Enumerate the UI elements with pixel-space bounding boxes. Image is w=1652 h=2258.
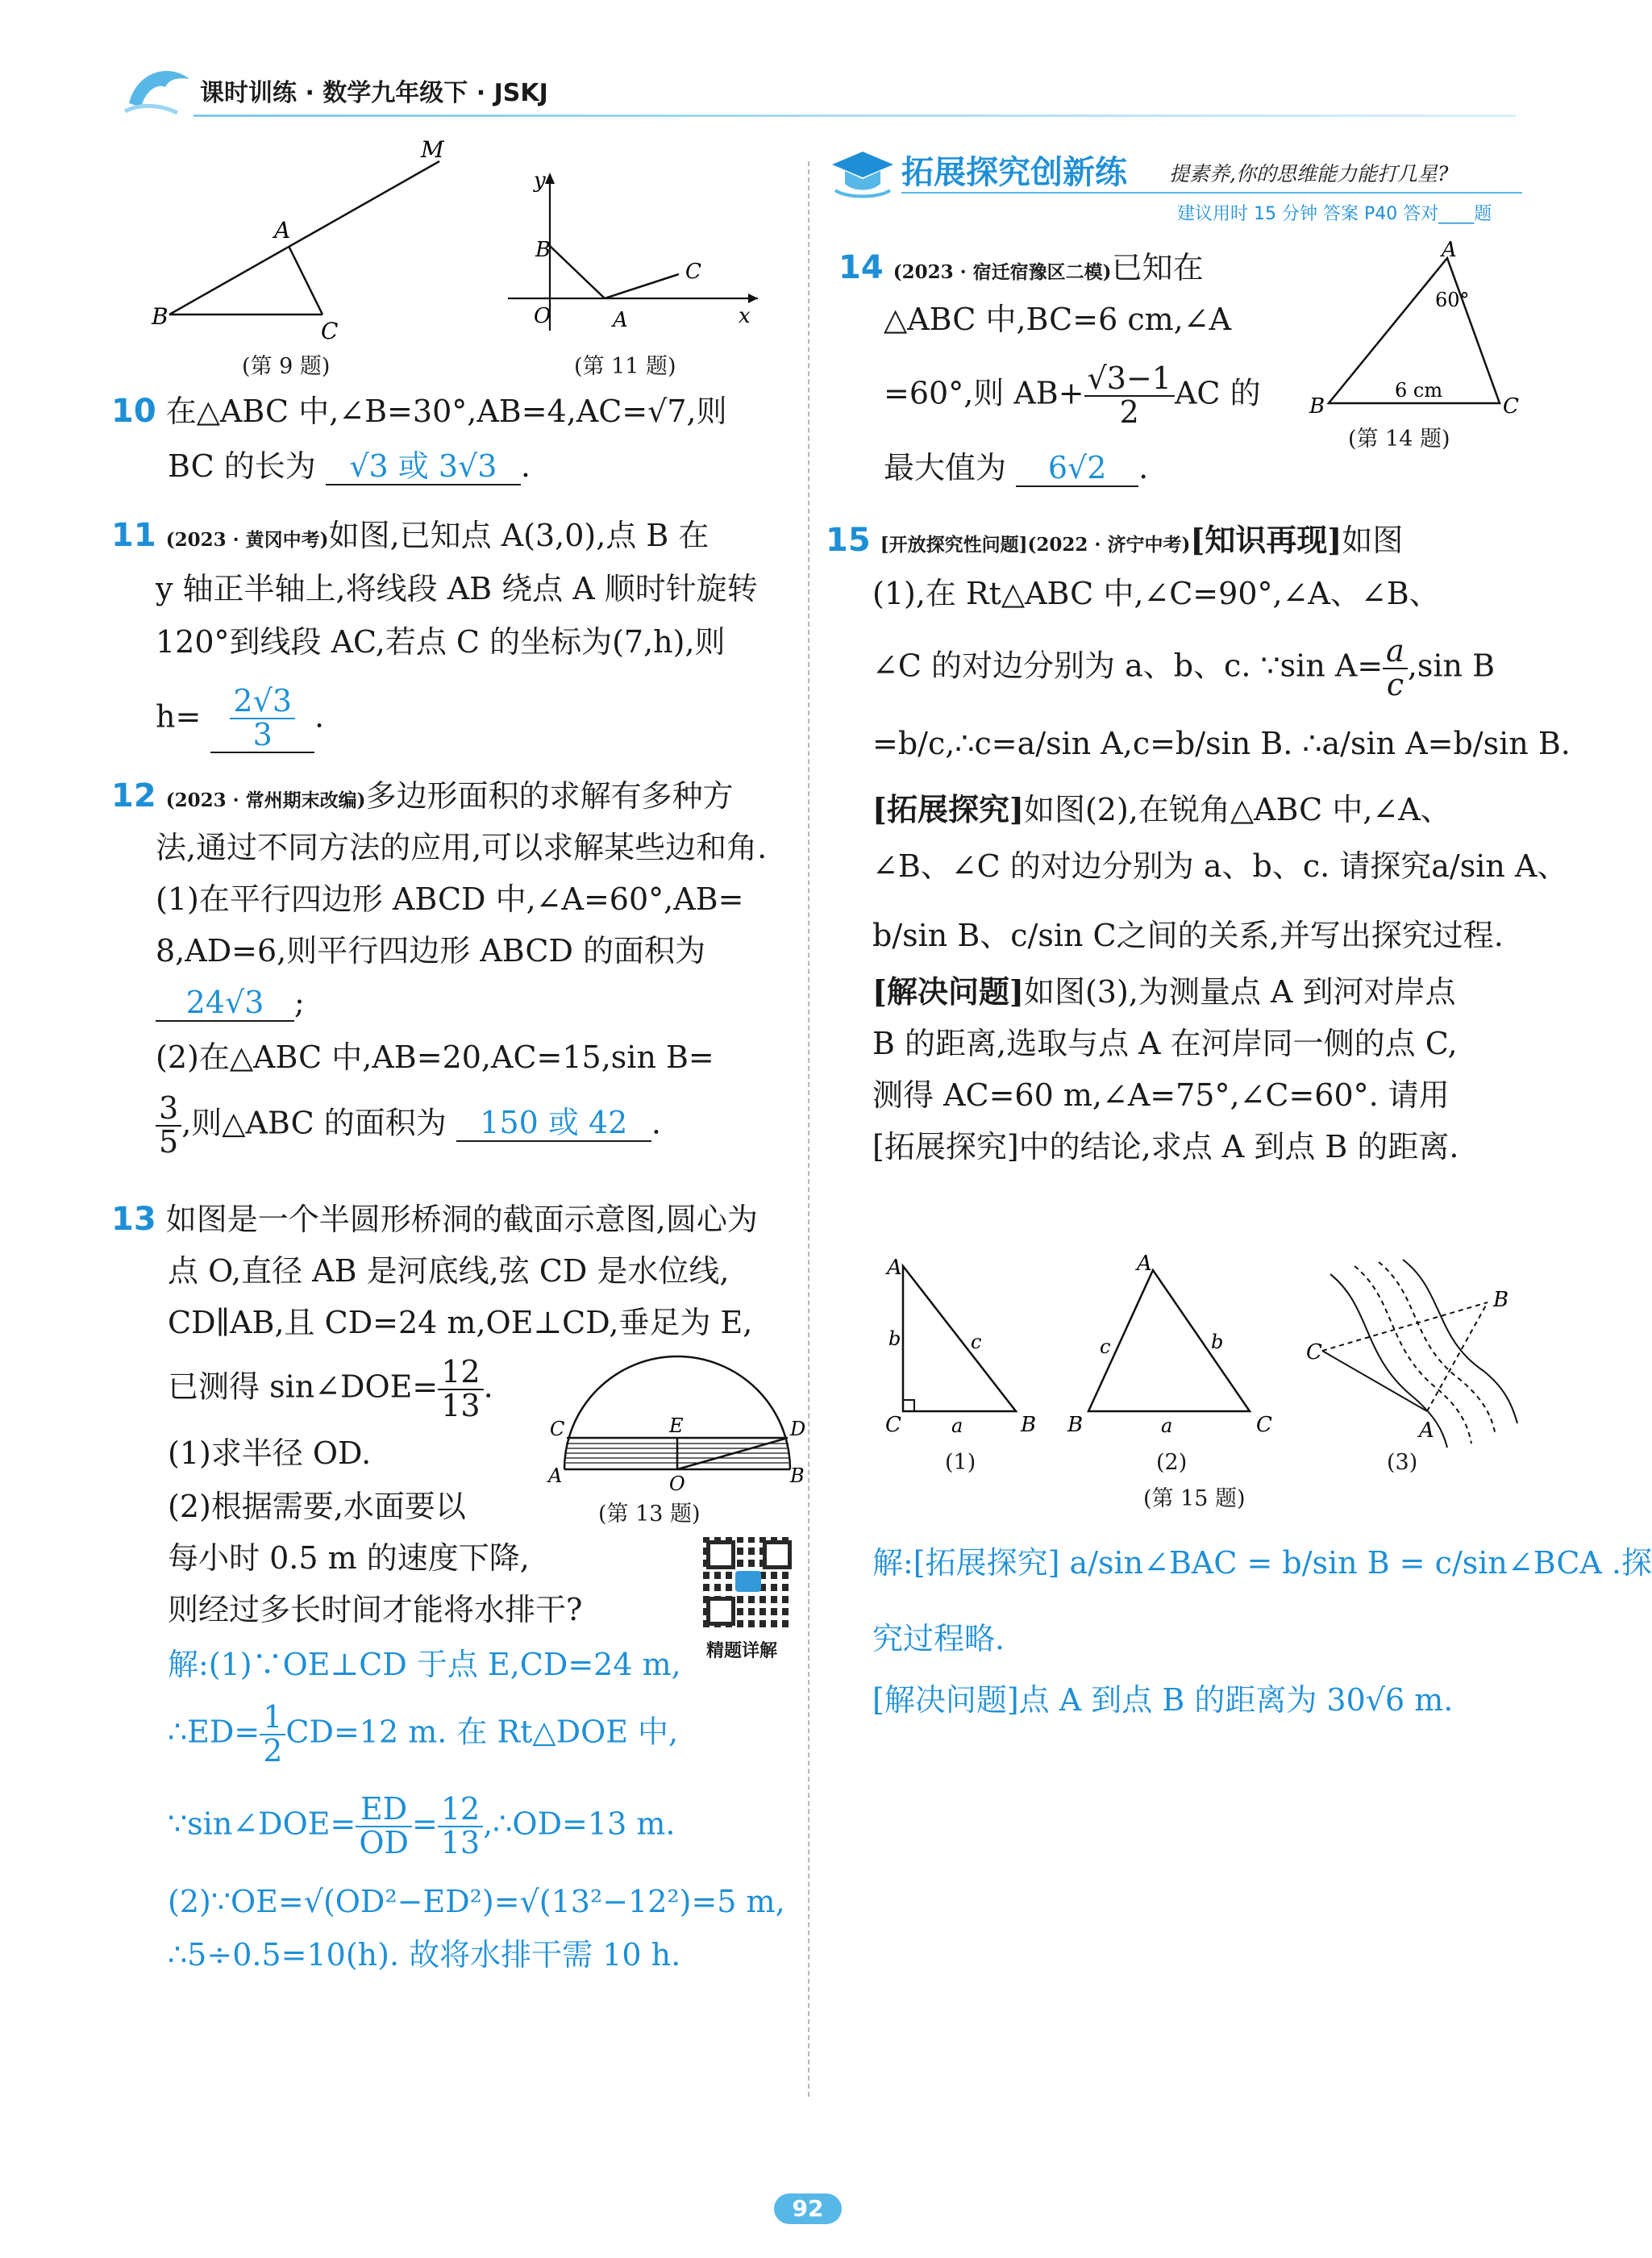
question-text: ∠C 的对边分别为 a、b、c. ∵sin A= [872,648,1384,684]
fraction [260,1699,285,1768]
denominator: 2 [1119,394,1139,430]
figure-q9 [145,137,468,347]
question-number: 12 [111,777,156,814]
svg-text:x: x [739,304,751,328]
svg-text:c: c [971,1331,982,1353]
figure-q13 [548,1355,806,1495]
question-number: 11 [111,517,156,554]
figure-q14 [1306,238,1524,427]
caption-q13: (第 13 题) [598,1502,701,1527]
question-text: CD∥AB,且 CD=24 m,OE⊥CD,垂足为 E, [168,1305,753,1340]
svg-text:B: B [152,303,169,330]
question-source: (2023 · 黄冈中考) [165,529,329,551]
question-source: (2023 · 常州期末改编) [165,789,366,811]
svg-text:C: C [321,318,339,344]
svg-text:C: C [685,260,701,284]
graduation-cap-icon [830,145,895,202]
fraction [438,1793,483,1860]
question-13 [111,1194,805,2000]
fraction [356,1793,412,1860]
question-text: ,则△ABC 的面积为 [181,1105,447,1141]
svg-text:6 cm: 6 cm [1395,379,1443,402]
numerator: 3 [156,1093,181,1127]
solution-line: 解:[拓展探究] a/sin∠BAC = b/sin B = c/sin∠BCA .探 [872,1545,1652,1581]
denominator: 2 [263,1732,283,1768]
question-text: 120°到线段 AC,若点 C 的坐标为(7,h),则 [156,624,726,660]
answer-blank: √3 或 3√3 [326,448,521,485]
question-text: y 轴正半轴上,将线段 AB 绕点 A 顺时针旋转 [156,571,758,606]
play-icon [735,1571,761,1592]
question-10 [111,385,805,498]
caption-q15: (第 15 题) [1143,1486,1246,1511]
question-text: 8,AD=6,则平行四边形 ABCD 的面积为 [156,933,706,969]
header-rule [193,115,1516,117]
question-text: (1)在平行四边形 ABCD 中,∠A=60°,AB= [156,881,744,917]
denominator: 3 [252,716,273,752]
section-slogan: 提素养,你的思维能力能打几星? [1169,162,1449,185]
punct: . [520,448,531,484]
numerator: ED [356,1793,412,1827]
solution-text: ,∴OD=13 m. [483,1806,676,1842]
svg-text:60°: 60° [1435,289,1470,311]
denominator: 13 [440,1824,481,1860]
svg-text:A: A [887,1256,902,1280]
answer-blank: 24√3 [156,985,294,1022]
numerator: 2√3 [230,685,295,719]
caption-q14: (第 14 题) [1348,427,1450,452]
solution-line: [解决问题]点 A 到点 B 的距离为 30√6 m. [872,1682,1454,1718]
svg-text:A: A [274,217,291,244]
svg-text:B: B [1021,1413,1037,1437]
solution-line: ∴5÷0.5=10(h). 故将水排干需 10 h. [168,1937,681,1973]
question-text: 如图,已知点 A(3,0),点 B 在 [328,518,709,553]
svg-text:c: c [1100,1335,1111,1358]
denominator: 5 [159,1123,179,1160]
solution-text: ∴ED= [168,1714,260,1750]
question-text: 如图 [1342,523,1404,558]
svg-text:A: A [1442,238,1457,262]
solution-text: CD=12 m. 在 Rt△DOE 中, [285,1714,679,1750]
svg-text:O: O [534,304,551,328]
numerator: 12 [438,1793,483,1827]
question-14 [838,242,1290,508]
svg-text:a: a [951,1414,963,1437]
question-number: 14 [838,249,884,286]
question-text: BC 的长为 [168,448,316,484]
question-text: B 的距离,选取与点 A 在河岸同一侧的点 C, [872,1026,1458,1061]
figure-q11 [500,161,766,339]
question-text: 每小时 0.5 m 的速度下降, [168,1540,530,1576]
question-tag: [解决问题] [872,973,1024,1010]
question-text: 如图是一个半圆形桥洞的截面示意图,圆心为 [165,1202,758,1237]
question-text: △ABC 中,BC=6 cm,∠A [884,302,1232,337]
fraction [156,1090,181,1160]
numerator: a [1383,635,1408,669]
question-text: AC 的 [1174,375,1261,411]
svg-text:C: C [885,1413,901,1437]
svg-text:a: a [1161,1414,1173,1437]
question-text: (1),在 Rt△ABC 中,∠C=90°,∠A、∠B、 [872,576,1440,611]
question-text: 如图(2),在锐角△ABC 中,∠A、 [1023,792,1451,827]
question-text: =b/c,∴c=a/sin A,c=b/sin B. ∴a/sin A=b/sin B. [872,726,1571,761]
fraction [438,1356,483,1423]
svg-text:C: C [1306,1340,1322,1364]
numerator: √3−1 [1084,363,1175,397]
question-tag: [开放探究性问题] [880,534,1028,556]
question-text: 多边形面积的求解有多种方 [365,778,734,814]
question-text: 则经过多长时间才能将水排干? [168,1592,583,1627]
question-text: 测得 AC=60 m,∠A=75°,∠C=60°. 请用 [872,1077,1450,1113]
denominator: OD [359,1824,409,1860]
question-source: (2022 · 济宁中考) [1027,534,1191,556]
svg-text:B: B [1493,1288,1509,1312]
solution-15 [872,1532,1652,1726]
qr-code[interactable] [703,1537,793,1627]
question-text: b/sin B、c/sin C之间的关系,并写出探究过程. [872,918,1504,953]
question-text: 在△ABC 中,∠B=30°,AB=4,AC=√7,则 [165,394,727,429]
svg-text:A: A [613,308,628,332]
caption-q15-2: (2) [1156,1450,1188,1475]
answer-blank: 6√2 [1016,450,1138,487]
question-text: 法,通过不同方法的应用,可以求解某些边和角. [156,830,768,865]
fraction [1084,360,1175,430]
page-number [774,2193,842,2224]
svg-text:C: C [1256,1413,1272,1437]
figure-q15-3 [1306,1258,1524,1452]
svg-text:b: b [888,1327,901,1350]
question-11 [111,510,805,752]
qr-label: 精题详解 [706,1641,778,1661]
section-meta: 建议用时 15 分钟 答案 P40 答对____题 [1177,204,1492,224]
solution-line: (2)∵OE=√(OD²−ED²)=√(13²−12²)=5 m, [168,1884,785,1919]
question-15 [826,515,1571,1256]
svg-text:B: B [790,1464,805,1487]
svg-text:E: E [669,1414,684,1437]
page-header [129,77,1516,134]
svg-text:y: y [534,169,546,193]
solution-line: 解:(1)∵OE⊥CD 于点 E,CD=24 m, [168,1647,681,1682]
punct: ; [294,985,305,1020]
denominator: 13 [441,1387,481,1423]
denominator: c [1386,666,1404,702]
svg-text:C: C [1503,394,1519,419]
question-text: =60°,则 AB+ [884,375,1084,411]
svg-text:A: A [1137,1252,1152,1276]
answer-blank: 150 或 42 [456,1105,651,1142]
dolphin-logo-icon [121,55,193,119]
svg-text:b: b [1211,1331,1224,1353]
punct: . [483,1369,493,1405]
svg-text:M: M [421,136,444,163]
page-number-text: 92 [792,2195,824,2222]
figure-q15-2 [1064,1250,1298,1452]
svg-text:A: A [1419,1419,1434,1443]
question-text: ,sin B [1407,648,1496,684]
svg-text:A: A [548,1464,563,1487]
question-text: (2)根据需要,水面要以 [168,1489,466,1524]
svg-text:C: C [550,1418,565,1440]
caption-q9: (第 9 题) [242,354,331,379]
question-text: 最大值为 [884,450,1007,485]
section-header [830,145,1524,234]
svg-text:B: B [1309,394,1325,419]
solution-line: 究过程略. [872,1621,1005,1656]
question-tag: [知识再现] [1190,522,1342,558]
svg-text:B: B [1067,1413,1084,1437]
question-source: (2023 · 宿迁宿豫区二模) [893,261,1112,283]
question-text: h= [156,698,202,735]
question-number: 15 [826,522,871,559]
punct: . [651,1105,661,1141]
question-text: 点 O,直径 AB 是河底线,弦 CD 是水位线, [168,1253,730,1289]
caption-q15-3: (3) [1387,1450,1418,1475]
question-text: 已知在 [1111,250,1204,285]
question-text: [拓展探究]中的结论,求点 A 到点 B 的距离. [872,1129,1459,1164]
column-divider [808,161,809,2097]
svg-text:D: D [790,1418,806,1440]
question-text: 如图(3),为测量点 A 到河对岸点 [1023,974,1456,1010]
section-title: 拓展探究创新练 [901,154,1127,191]
answer-fraction [210,685,314,753]
question-12 [111,770,805,1173]
solution-text: ∵sin∠DOE= [168,1806,356,1842]
punct: . [1138,450,1149,485]
solution-text: = [411,1806,438,1842]
question-text: (1)求半径 OD. [168,1435,372,1471]
numerator: 12 [438,1356,483,1390]
numerator: 1 [260,1702,285,1735]
caption-q11: (第 11 题) [574,354,676,379]
question-text: (2)在△ABC 中,AB=20,AC=15,sin B= [156,1039,714,1075]
fraction [1383,635,1408,702]
svg-text:B: B [535,238,551,262]
punct: . [314,698,325,735]
question-number: 10 [111,393,156,430]
caption-q15-1: (1) [945,1450,976,1475]
question-tag: [拓展探究] [872,791,1024,827]
book-title: 课时训练 · 数学九年级下 · JSKJ [200,79,548,107]
question-text: 已测得 sin∠DOE= [168,1369,439,1405]
figure-q15-1 [871,1250,1064,1452]
svg-text:O: O [669,1473,685,1495]
question-text: ∠B、∠C 的对边分别为 a、b、c. 请探究a/sin A、 [872,848,1568,884]
question-number: 13 [111,1201,156,1238]
